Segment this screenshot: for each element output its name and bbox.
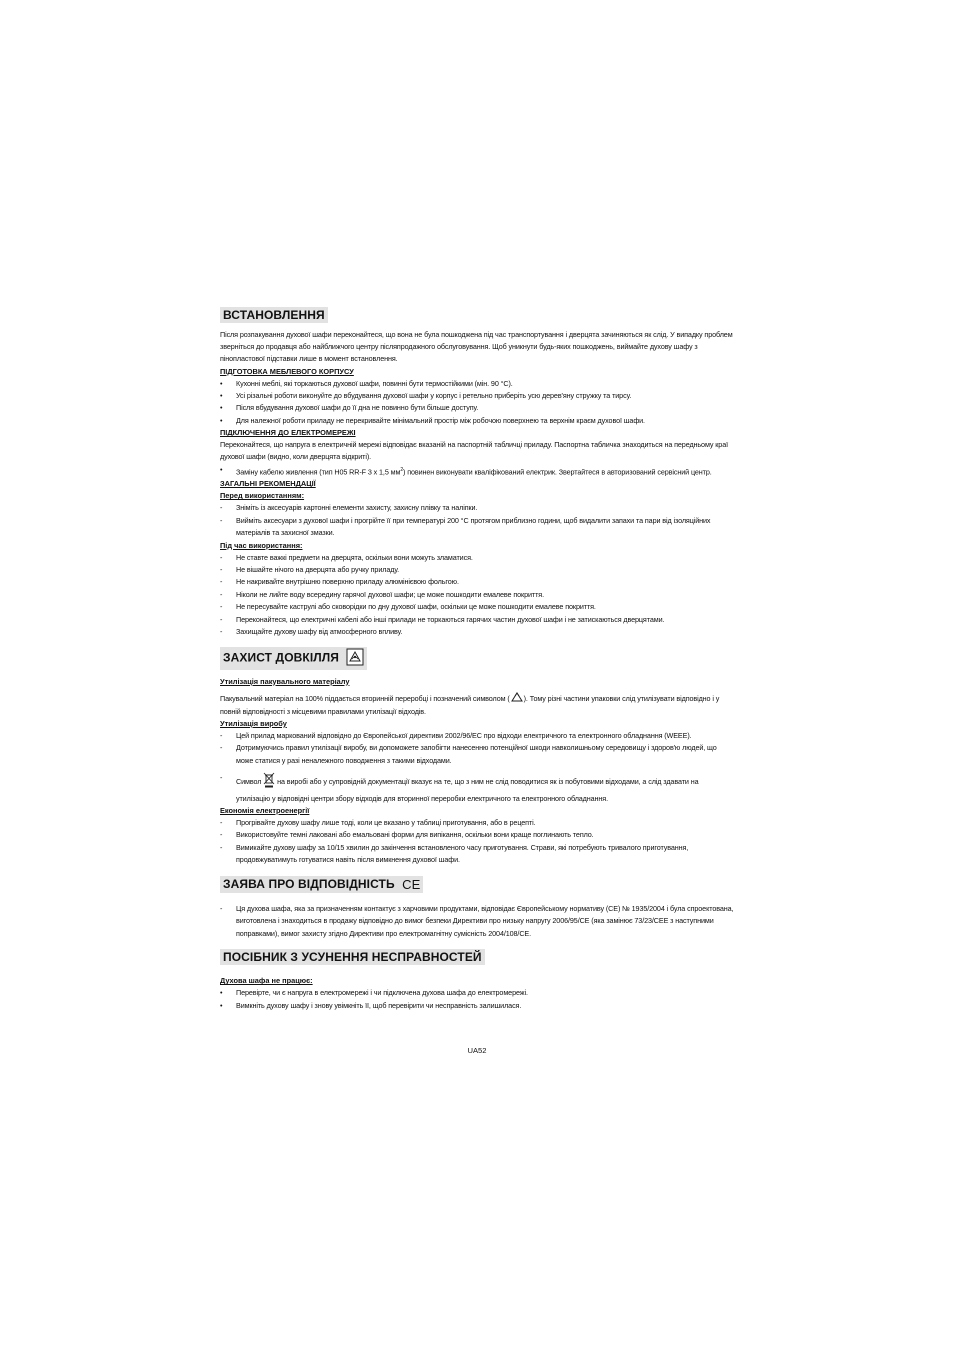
environment-badge-icon bbox=[346, 648, 364, 669]
list-item: - Вийміть аксесуари з духової шафи і прогрійте її при температурі 200 °C протягом приблизно години, щоб видалити запахи та пари від ізоляційних матеріалів та захисної змазки. bbox=[220, 515, 711, 538]
before-use-list bbox=[220, 502, 734, 539]
page-number: UA52 bbox=[467, 1046, 487, 1055]
list-item: • Усі різальні роботи виконуйте до вбудування духової шафи у корпус і ретельно приберіть усю дерев'яну стружку та тирсу. bbox=[220, 391, 632, 401]
packaging-title: Утилізація пакувального матеріалу bbox=[220, 676, 350, 686]
recycle-icon bbox=[510, 692, 524, 706]
list-item: • Кухонні меблі, які торкаються духової шафи, повинні бути термостійкими (мін. 90 °C). bbox=[220, 378, 513, 388]
ce-mark-inline-icon: CE bbox=[608, 903, 618, 913]
list-item: - Не пересувайте каструлі або сковорідки по дну духової шафи, оскільки це може пошкодити емалеве покриття. bbox=[220, 602, 596, 612]
before-use-title: Перед використанням: bbox=[220, 491, 305, 501]
list-item: • Для належної роботи приладу не перекривайте мінімальний простір між робочою поверхнею та верхнім краєм духової шафи. bbox=[220, 415, 645, 425]
furniture-title: ПІДГОТОВКА МЕБЛЕВОГО КОРПУСУ bbox=[220, 366, 354, 376]
list-item: - Ніколи не лийте воду всередину гарячої духової шафи; це може пошкодити емалеве покриття. bbox=[220, 589, 544, 599]
list-item: - Символ на виробі або у супровідній документації вказує на те, що з ним не слід поводитися як із побутовими відходами, а слід здавати на утилізацію у відповідні центри збору відходів для вторинної переробки електричного та електронного обладнання. bbox=[220, 773, 699, 803]
list-item: - Ця духова шафа, яка за призначенням контактує з харчовими продуктами, відповідає Європейському нормативу (CE) № 1935/2004 і була спроектована, виготовлена і знаходиться в продажу відповідно до вимог безпеки Директиви про низьку напругу 2006/95/CE (яка замінює 73/23/CEE з наступними поправками), вимог захисту згідно Директиви про електромагнітну сумісність 2004/108/CE. bbox=[220, 903, 734, 938]
list-item: - Прогрівайте духову шафу лише тоді, коли це вказано у таблиці приготування, або в рецепті. bbox=[220, 817, 536, 827]
not-working-title: Духова шафа не працює: bbox=[220, 976, 313, 986]
section-title-conformity: ЗАЯВА ПРО ВІДПОВІДНІСТЬ CE bbox=[220, 876, 423, 893]
list-item: - Не ставте важкі предмети на дверцята, оскільки вони можуть зламатися. bbox=[220, 552, 473, 562]
packaging-text: Пакувальний матеріал на 100% піддається вторинній переробці і позначений символом ( ). Тому різні частини упаковки слід утилізувати відповідно і у повній відповідності з місцевими правилами утилізації відходів. bbox=[220, 692, 734, 718]
list-item: - Використовуйте темні лаковані або емальовані форми для випікання, оскільки вони краще поглинають тепло. bbox=[220, 830, 594, 840]
list-item: - Не вішайте нічого на дверцята або ручку приладу. bbox=[220, 565, 399, 575]
troubleshooting-list bbox=[220, 987, 734, 1012]
furniture-list bbox=[220, 378, 734, 428]
list-item: - Цей прилад маркований відповідно до Європейської директиви 2002/96/ЕС про відходи електричного та електронного обладнання (WEEE). bbox=[220, 730, 692, 740]
list-item: • Перевірте, чи є напруга в електромережі і чи підключена духова шафа до електромережі. bbox=[220, 988, 528, 998]
electric-list bbox=[220, 464, 734, 479]
general-title: ЗАГАЛЬНІ РЕКОМЕНДАЦІЇ bbox=[220, 479, 316, 489]
document-page bbox=[220, 306, 734, 1012]
crossed-bin-icon bbox=[263, 772, 275, 792]
ce-mark-icon: CE bbox=[402, 876, 421, 892]
list-item: - Вимикайте духову шафу за 10/15 хвилин до закінчення встановленого часу приготування. Страви, які потребують тривалого приготування, продовжуватимуть готуватися навіть після вимкнення духової шафи. bbox=[220, 842, 689, 865]
product-disposal-list bbox=[220, 730, 734, 805]
during-use-title: Під час використання: bbox=[220, 540, 303, 550]
list-item: - Переконайтеся, що електричні кабелі або інші прилади не торкаються гарячих частин духової шафи і не затискаються дверцятами. bbox=[220, 614, 665, 624]
conformity-list bbox=[220, 903, 734, 940]
list-item: • Після вбудування духової шафи до її дна не повинно бути більше доступу. bbox=[220, 403, 479, 413]
energy-title: Економія електроенергії bbox=[220, 805, 310, 815]
list-item: - Не накривайте внутрішню поверхню приладу алюмінієвою фольгою. bbox=[220, 577, 459, 587]
during-use-list bbox=[220, 552, 734, 639]
product-disposal-title: Утилізація виробу bbox=[220, 718, 287, 728]
list-item: • Заміну кабелю живлення (тип H05 RR-F 3 x 1,5 $мм^2$) повинен виконувати кваліфікований електрик. Звертайтеся в авторизований сервісний центр. bbox=[220, 464, 712, 477]
list-item: • Вимкніть духову шафу і знову увімкніть її, щоб перевірити чи несправність залишилася. bbox=[220, 1000, 522, 1010]
electric-text: Переконайтеся, що напруга в електричній мережі відповідає вказаній на паспортній табличці приладу. Паспортна табличка знаходиться на передньому краї духової шафи (видно, коли дверцята відкриті). bbox=[220, 440, 728, 462]
section-title-install: ВСТАНОВЛЕННЯ bbox=[220, 307, 328, 323]
section-title-troubleshooting: ПОСІБНИК З УСУНЕННЯ НЕСПРАВНОСТЕЙ bbox=[220, 949, 485, 965]
list-item: - Захищайте духову шафу від атмосферного впливу. bbox=[220, 627, 403, 637]
energy-list bbox=[220, 817, 734, 867]
electric-title: ПІДКЛЮЧЕННЯ ДО ЕЛЕКТРОМЕРЕЖІ bbox=[220, 428, 356, 438]
install-intro: Після розпакування духової шафи переконайтеся, що вона не була пошкоджена під час транспортування і дверцята зачиняються як слід. У випадку проблем зверніться до продавця або найближчого центру післяпродажного обслуговування. Щоб уникнути будь-яких пошкоджень, виймайте духову шафу з пінопластової підставки лише в момент встановлення. bbox=[220, 330, 733, 364]
list-item: - Зніміть із аксесуарів картонні елементи захисту, захисну плівку та наліпки. bbox=[220, 503, 478, 513]
list-item: - Дотримуючись правил утилізації виробу, ви допоможете запобігти нанесенню потенційної шкоди навколишньому середовищу і здоров'ю людей, що може статися у разі неналежного поводження з такими відходами. bbox=[220, 743, 717, 765]
section-title-environment: ЗАХИСТ ДОВКІЛЛЯ bbox=[220, 647, 367, 670]
